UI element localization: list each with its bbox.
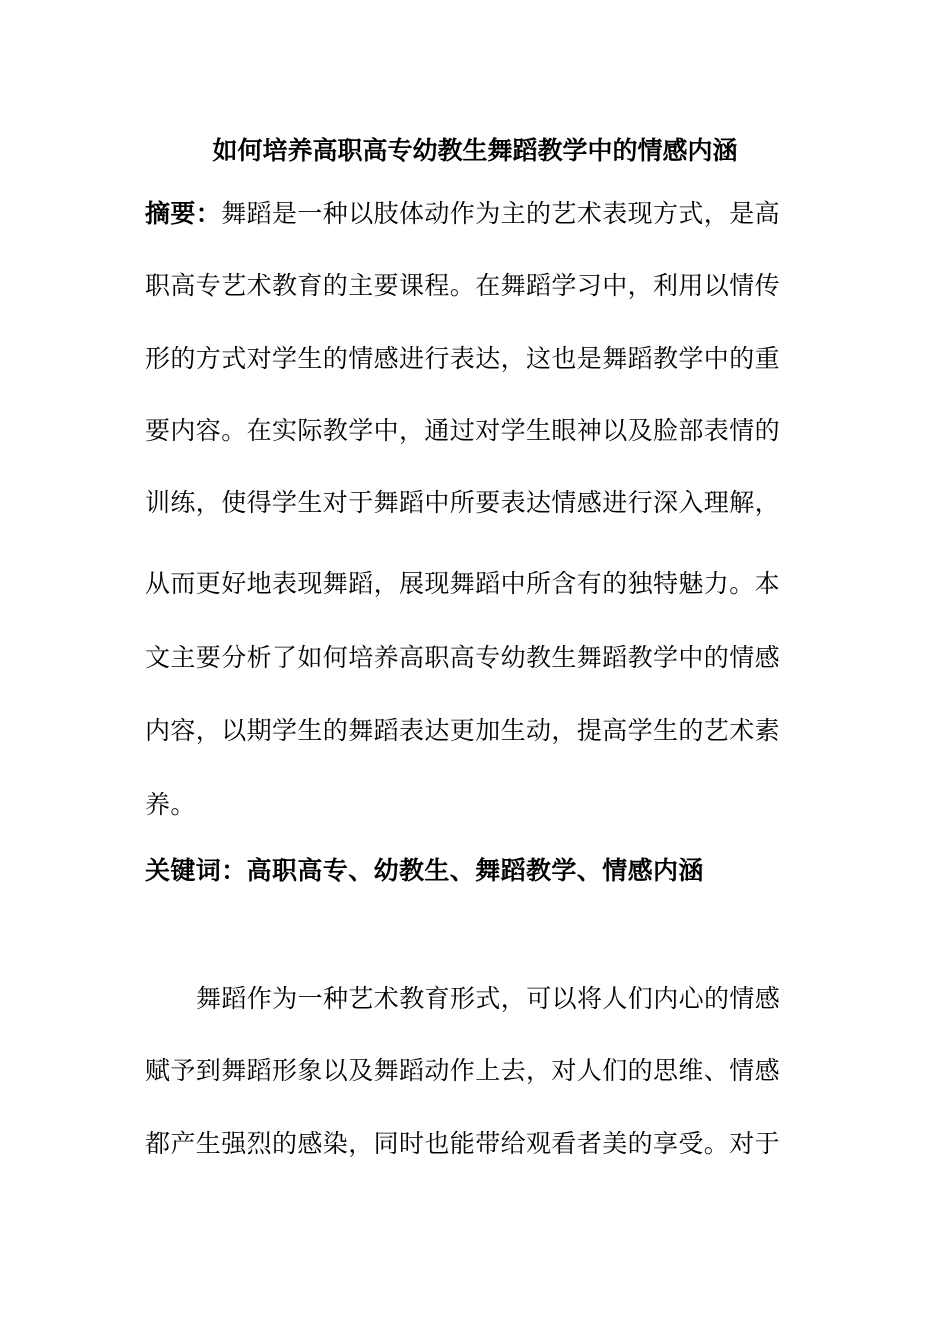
document-title: 如何培养高职高专幼教生舞蹈教学中的情感内涵 — [212, 136, 738, 165]
abstract-line-8: 内容，以期学生的舞蹈表达更加生动，提高学生的艺术素 — [145, 716, 781, 745]
abstract-line-6: 从而更好地表现舞蹈，展现舞蹈中所含有的独特魅力。本 — [145, 569, 781, 598]
keywords-label: 关键词： — [145, 856, 247, 885]
body-line-3: 都产生强烈的感染，同时也能带给观看者美的享受。对于 — [145, 1129, 781, 1158]
abstract-line-4: 要内容。在实际教学中，通过对学生眼神以及脸部表情的 — [145, 416, 781, 445]
body-line-1: 舞蹈作为一种艺术教育形式，可以将人们内心的情感 — [196, 984, 781, 1013]
keywords-line — [145, 853, 810, 889]
abstract-label: 摘要： — [145, 199, 222, 228]
abstract-text: 舞蹈是一种以肢体动作为主的艺术表现方式，是高 — [221, 199, 781, 228]
keywords-text: 高职高专、幼教生、舞蹈教学、情感内涵 — [246, 856, 704, 885]
abstract-line-2: 职高专艺术教育的主要课程。在舞蹈学习中，利用以情传 — [145, 271, 781, 300]
abstract-line-5: 训练，使得学生对于舞蹈中所要表达情感进行深入理解， — [145, 488, 781, 517]
abstract-line-3: 形的方式对学生的情感进行表达，这也是舞蹈教学中的重 — [145, 344, 781, 373]
abstract-line-7: 文主要分析了如何培养高职高专幼教生舞蹈教学中的情感 — [145, 643, 781, 672]
body-line-2: 赋予到舞蹈形象以及舞蹈动作上去，对人们的思维、情感 — [145, 1056, 781, 1085]
abstract-line-9: 养。 — [145, 790, 196, 819]
abstract-line-1 — [145, 196, 810, 232]
